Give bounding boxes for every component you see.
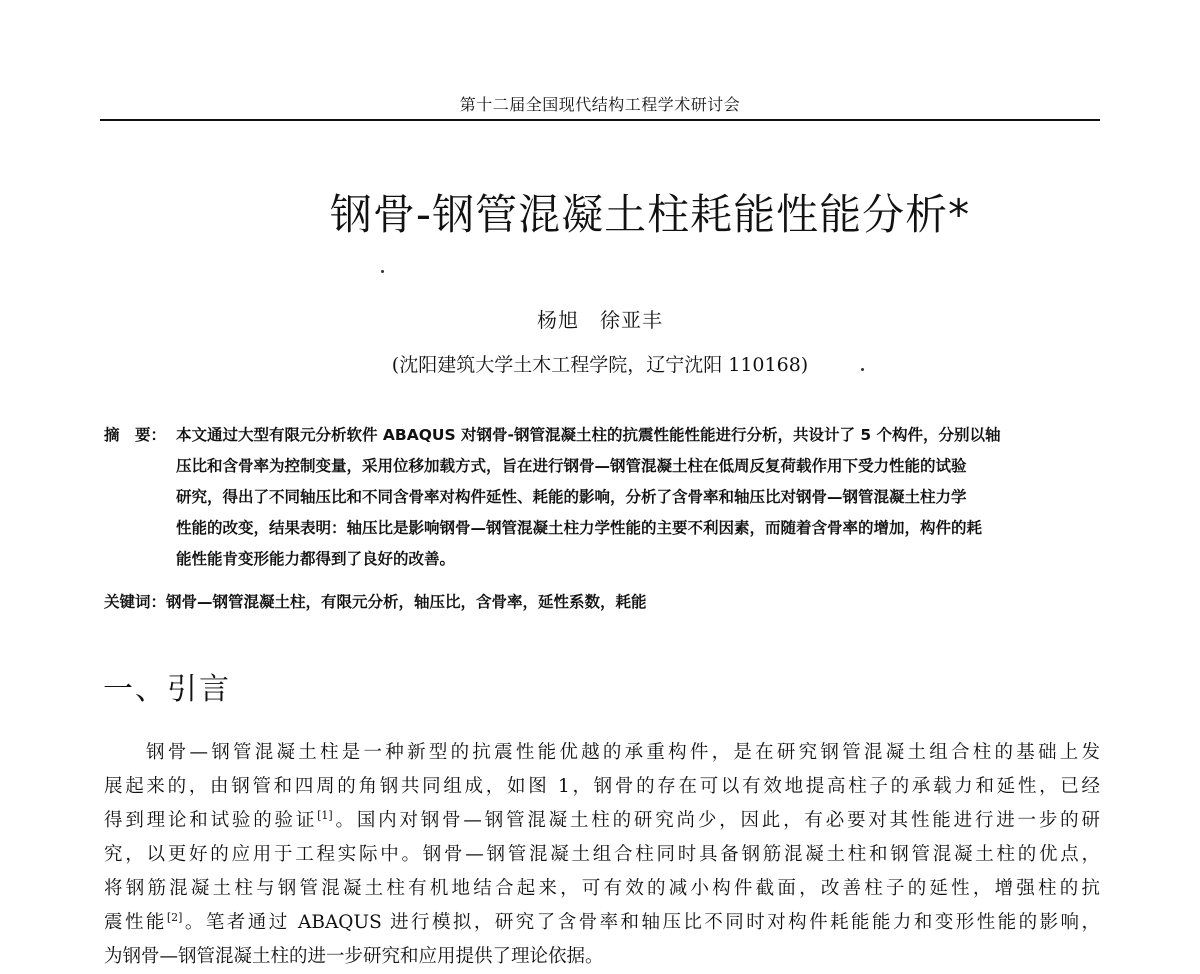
abstract-line — [104, 544, 1100, 575]
header-rule — [100, 119, 1100, 121]
abstract-label: 摘 要： — [104, 426, 167, 444]
running-head: 第十二届全国现代结构工程学术研讨会 — [459, 95, 741, 114]
scan-speck — [381, 270, 384, 273]
abstract-text: 压比和含骨率为控制变量，采用位移加载方式，旨在进行钢骨—钢管混凝土柱在低周反复荷载作用下受力性能的试验 — [176, 457, 967, 475]
scan-speck — [861, 368, 864, 371]
authors: 杨旭 徐亚丰 — [537, 308, 663, 332]
body-line-text: 。笔者通过 ABAQUS 进行模拟，研究了含骨率和轴压比不同时对构件耗能能力和变形性能的影响， — [182, 912, 1100, 933]
body-line: 展起来的，由钢管和四周的角钢共同组成，如图 1，钢骨的存在可以有效地提高柱子的承载力和延性，已经 — [104, 776, 1100, 797]
abstract-line — [104, 420, 1100, 451]
affiliation: (沈阳建筑大学土木工程学院，辽宁沈阳 110168) — [391, 354, 809, 376]
section-heading: 一、引言 — [103, 672, 231, 707]
paper-title: 钢骨-钢管混凝土柱耗能性能分析* — [329, 190, 971, 239]
body-line-text: 震性能 — [104, 912, 167, 933]
keywords-text: 钢骨—钢管混凝土柱，有限元分析，轴压比，含骨率，延性系数，耗能 — [166, 593, 647, 611]
abstract-text: 研究，得出了不同轴压比和不同含骨率对构件延性、耗能的影响，分析了含骨率和轴压比对钢骨—钢管混凝土柱力学 — [176, 488, 967, 506]
abstract-line — [104, 513, 1100, 544]
keywords-label: 关键词： — [104, 593, 167, 611]
abstract-text: 能性能肯变形能力都得到了良好的改善。 — [176, 550, 456, 568]
abstract-line — [104, 451, 1100, 482]
body-line — [104, 906, 1100, 940]
body-paragraph — [104, 736, 1100, 974]
body-line: 为钢骨—钢管混凝土柱的进一步研究和应用提供了理论依据。 — [104, 946, 604, 967]
body-line-text: 。国内对钢骨—钢管混凝土柱的研究尚少，因此，有必要对其性能进行进一步的研 — [332, 810, 1100, 831]
abstract-text: 性能的改变，结果表明：轴压比是影响钢骨—钢管混凝土柱力学性能的主要不利因素，而随着含骨率的增加，构件的耗 — [176, 519, 983, 537]
body-line: 钢骨—钢管混凝土柱是一种新型的抗震性能优越的承重构件，是在研究钢管混凝土组合柱的基础上发 — [146, 742, 1100, 763]
citation-1[interactable]: [1] — [317, 808, 333, 822]
body-line: 将钢筋混凝土柱与钢管混凝土柱有机地结合起来，可有效的减小构件截面，改善柱子的延性，增强柱的抗 — [104, 878, 1100, 899]
abstract-line — [104, 482, 1100, 513]
body-line: 究，以更好的应用于工程实际中。钢骨—钢管混凝土组合柱同时具备钢筋混凝土柱和钢管混凝土柱的优点， — [104, 844, 1100, 865]
abstract-text: 本文通过大型有限元分析软件 ABAQUS 对钢骨-钢管混凝土柱的抗震性能性能进行分析，共设计了 5 个构件，分别以轴 — [176, 426, 1001, 444]
citation-2[interactable]: [2] — [166, 910, 183, 924]
body-line — [104, 804, 1100, 838]
keywords — [104, 590, 647, 612]
body-line-text: 得到理论和试验的验证 — [104, 810, 318, 831]
abstract — [104, 420, 1100, 575]
